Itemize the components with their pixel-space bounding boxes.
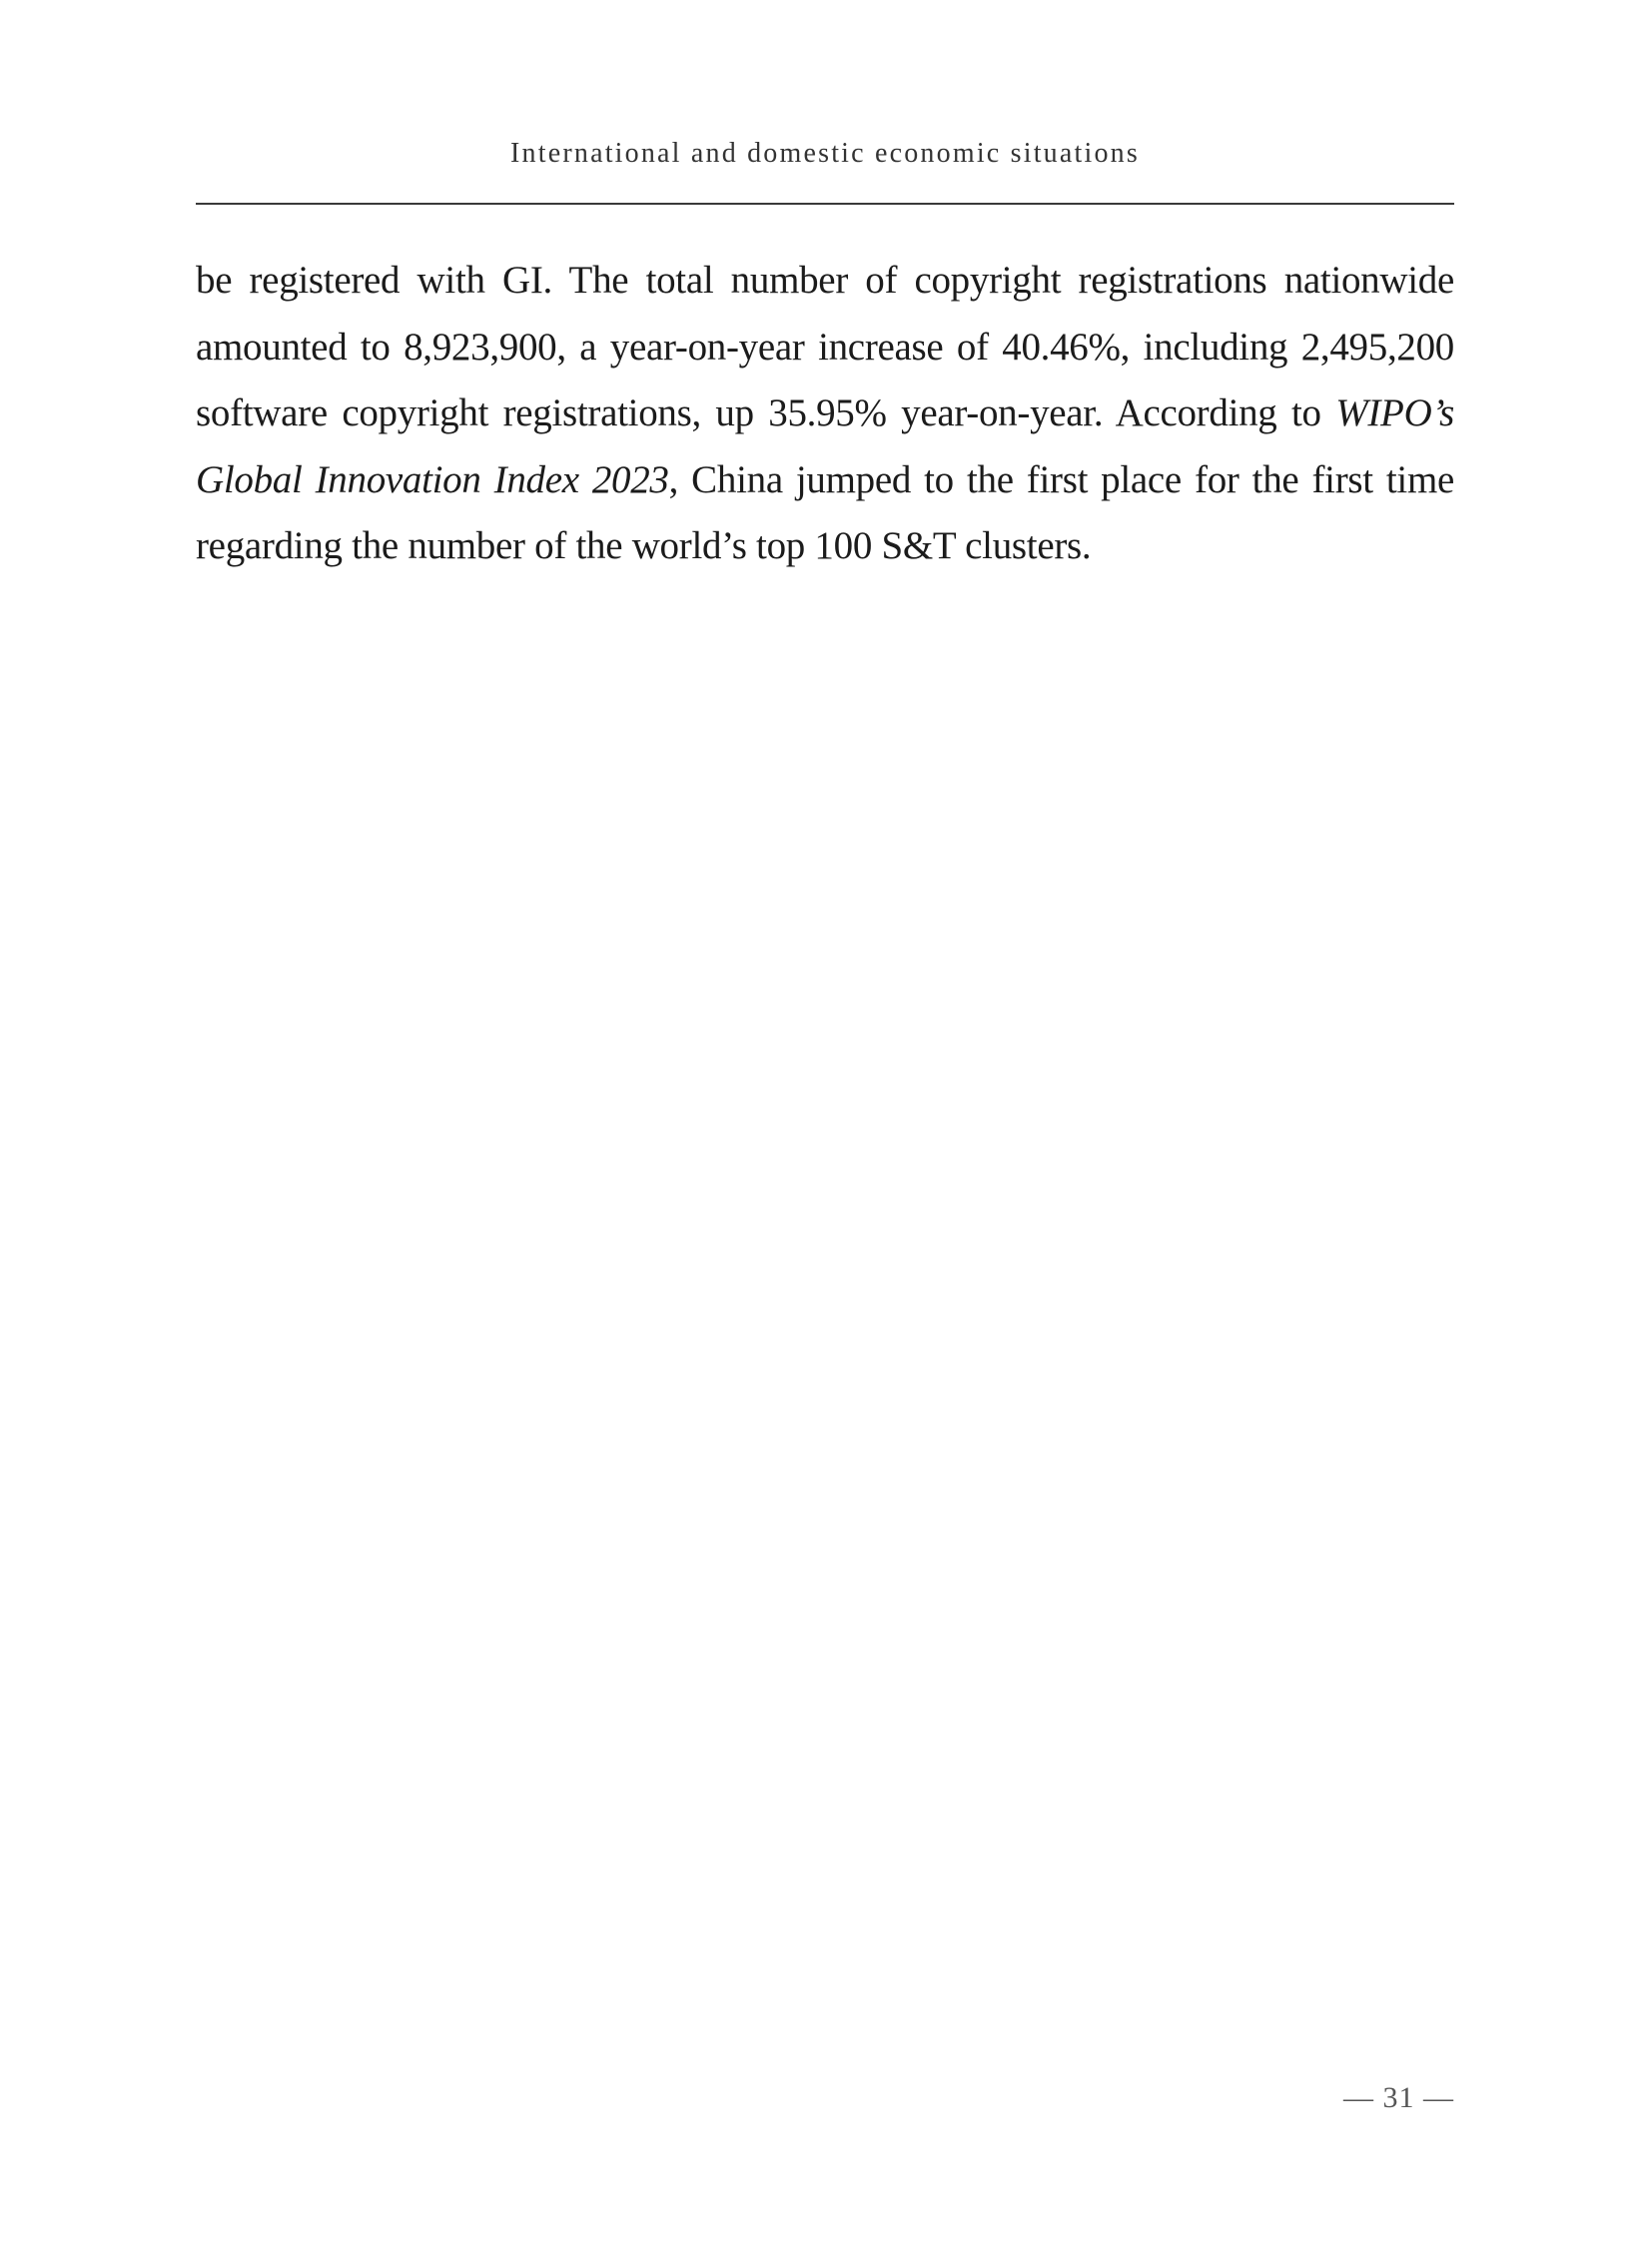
paragraph-text-1: be registered with GI. The total number of copyright registrations nationwide amounted to 8,923,900, a year-on-year increase of 40.46%, including 2,495,200 software copyright registrations, up 35.95% year-on-year. According to	[196, 259, 1454, 434]
header-divider	[196, 203, 1454, 205]
body-paragraph	[196, 248, 1454, 580]
paragraph-text-2: , China jumped to the first place for the first time regarding the number of the world’s top 100 S&T clusters.	[196, 457, 1454, 567]
running-header: International and domestic economic situations	[510, 138, 1140, 169]
report-title-italic: WIPO’s Global Innovation Index 2023	[196, 391, 1454, 501]
page-number: — 31 —	[1343, 2081, 1454, 2114]
